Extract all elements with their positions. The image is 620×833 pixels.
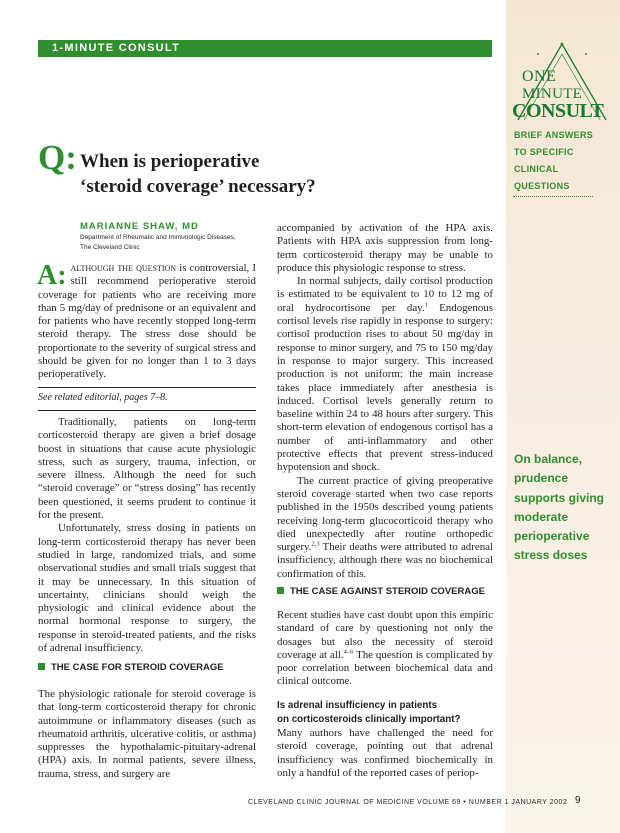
affiliation-line: Department of Rheumatic and Immunologic Diseases, xyxy=(80,234,236,241)
section-header-label: 1-MINUTE CONSULT xyxy=(52,42,181,54)
brief-line: QUESTIONS xyxy=(514,181,570,191)
body-paragraph xyxy=(277,275,493,474)
body-right-column-2 xyxy=(277,609,493,689)
author-affiliation xyxy=(80,233,236,253)
body-left-column xyxy=(38,416,256,655)
pull-quote-line: prudence xyxy=(514,471,569,486)
logo-line-minute: MINUTE xyxy=(522,86,583,102)
pull-quote-line: On balance, xyxy=(514,452,583,466)
section-heading-against xyxy=(277,586,485,597)
see-related-note: See related editorial, pages 7–8. xyxy=(38,387,256,411)
journal-footer: CLEVELAND CLINIC JOURNAL OF MEDICINE VOLUME 69 • NUMBER 1 JANUARY 2002 xyxy=(248,799,568,806)
square-bullet-icon xyxy=(38,663,45,670)
body-paragraph xyxy=(277,475,493,581)
pull-quote-line: stress doses xyxy=(514,548,588,563)
reference-marker: 1 xyxy=(424,301,428,309)
author-name: MARIANNE SHAW, MD xyxy=(80,221,199,232)
answer-text: is controversial, I still recommend perioperative steroid coverage for patients who are receiving more than 5 mg/day of prednisone or an equivalent and for patients who have recently stopped long-term steroid therapy. The stress dose should be proportionate to the severity of surgical stress and should be given for no longer than 1 to 3 days perioperatively. xyxy=(38,262,256,381)
body-paragraph: Unfortunately, stress dosing in patients on long-term corticosteroid therapy has never been studied in large, randomized trials, and some observational studies and small trials suggest that it may be unnecessary. In this situation of uncertainty, clinicians should weigh the physiologic and clinical evidence about the normal hormonal response to surgery, the response in steroid-treated patients, and the risks of adrenal insufficiency. xyxy=(38,522,256,655)
brief-line: CLINICAL xyxy=(514,164,559,174)
body-left-column-2 xyxy=(38,688,256,781)
question-letter: Q: xyxy=(38,138,77,177)
para-text: The current practice of giving preoperative steroid coverage started when two case reports published in the 1950s described young patients receiving long-term glucocorticoid therapy who died unexpectedly after routine orthopedic surgery. xyxy=(277,474,493,554)
section-header-bar xyxy=(38,40,492,57)
para-text: Their deaths were attributed to adrenal insufficiency, although there was no biochemical confirmation of this. xyxy=(277,541,493,580)
brief-line: TO SPECIFIC xyxy=(514,147,574,157)
answer-paragraph xyxy=(38,262,256,382)
answer-letter: A: xyxy=(37,260,67,291)
para-text: The question is complicated by poor correlation between biochemical data and clinical outcome. xyxy=(277,648,493,688)
answer-lead: although the question xyxy=(70,262,177,274)
pull-quote-line: perioperative xyxy=(514,529,590,544)
subheading-line: Is adrenal insufficiency in patients xyxy=(277,700,438,711)
para-text: Recent studies have cast doubt upon this empiric standard of care by questioning not only the dosages but also the necessity of steroid coverage at all. xyxy=(277,609,493,661)
logo-line-one: ONE xyxy=(522,68,557,85)
body-right-column xyxy=(277,222,493,581)
logo-line-consult: CONSULT xyxy=(512,100,604,122)
title-line: ‘steroid coverage’ necessary? xyxy=(80,176,316,197)
pull-quote xyxy=(514,450,614,566)
sidebar-brief-answers xyxy=(514,127,610,195)
pull-quote-line: moderate xyxy=(514,509,569,524)
section-heading-text: THE CASE AGAINST STEROID COVERAGE xyxy=(290,586,485,597)
body-paragraph: accompanied by activation of the HPA axis. Patients with HPA axis suppression from long-term corticosteroid therapy may be unable to produce this physiologic response to stress. xyxy=(277,222,493,274)
body-paragraph: The physiologic rationale for steroid coverage is that long-term corticosteroid therapy for chronic autoimmune or inflammatory diseases (such as rheumatoid arthritis, ulcerative colitis, or asthma) suppresses the hypothalamic-pituitary-adrenal (HPA) axis. In normal patients, severe illness, trauma, stress, and surgery are xyxy=(38,688,256,780)
affiliation-line: The Cleveland Clinic xyxy=(80,244,140,251)
body-right-column-3 xyxy=(277,727,493,780)
pull-quote-line: supports giving xyxy=(514,490,604,505)
body-paragraph xyxy=(277,609,493,689)
para-text: In normal subjects, daily cortisol production is estimated to be equivalent to 10 to 12 mg of oral hydrocortisone per day. xyxy=(277,275,493,314)
section-heading-text: THE CASE FOR STEROID COVERAGE xyxy=(51,662,224,673)
section-heading-for xyxy=(38,662,224,673)
article-title xyxy=(80,149,420,199)
subheading-line: on corticosteroids clinically important? xyxy=(277,714,461,725)
brief-divider xyxy=(513,196,593,197)
subheading xyxy=(277,699,460,727)
para-text: Endogenous cortisol levels rise rapidly in response to surgery: cortisol production rises to about 50 mg/day in response to minor surgery, and 75 to 150 mg/day in response to major surgery. This increased production is not uniform: the main increase takes place immediately after anesthesia is induced. Cortisol levels generally return to baseline within 24 to 48 hours after surgery. This short-term elevation of endogenous cortisol has a number of anti-inflammatory and other protective effects that prevent stress-induced hypotension and shock. xyxy=(277,301,493,474)
one-minute-consult-logo xyxy=(510,38,614,132)
page-number: 9 xyxy=(575,795,581,806)
body-paragraph: Many authors have challenged the need for steroid coverage, pointing out that adrenal insufficiency was confirmed biochemically in only a handful of the reported cases of periop- xyxy=(277,727,493,779)
brief-line: BRIEF ANSWERS xyxy=(514,130,594,140)
reference-marker: 4–6 xyxy=(343,648,354,656)
body-paragraph: Traditionally, patients on long-term corticosteroid therapy are given a brief dosage boost in situations that cause acute physiologic stress, such as surgery, trauma, infection, or severe illness. Although the need for such “steroid coverage” or “stress dosing” has recently been questioned, it seems prudent to continue it for the present. xyxy=(38,416,256,522)
title-line: When is perioperative xyxy=(80,151,260,172)
square-bullet-icon xyxy=(277,587,284,594)
reference-marker: 2,3 xyxy=(311,540,320,548)
